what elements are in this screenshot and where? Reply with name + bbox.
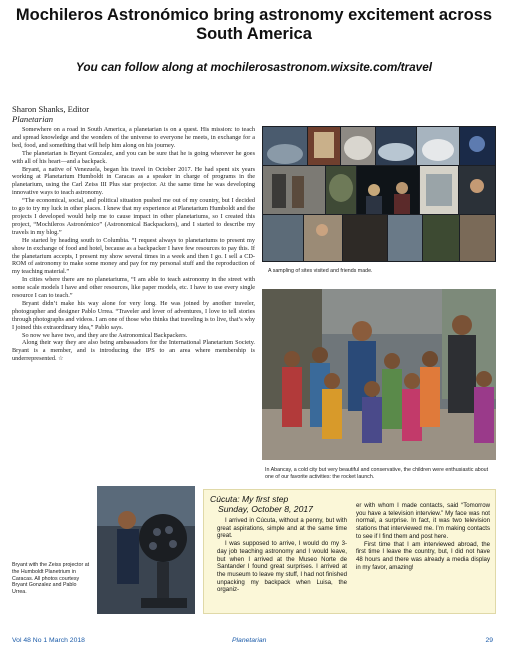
article-subhead: You can follow along at mochilerosastronom.wixsite.com/travel xyxy=(75,60,433,74)
collage-graphic xyxy=(262,126,496,262)
page-number: 29 xyxy=(485,637,493,644)
article-body xyxy=(12,126,255,363)
article-paragraph: So now we have two, and they are the Astronomical Backpackers. xyxy=(22,331,188,339)
article-paragraph: In cities where there are no planetariums, “I am able to teach astronomy in the street with some scale models I have and other resources, like paper models, etc. I have to use every single resource I can to teach.” xyxy=(12,276,255,300)
children-rocket-photo xyxy=(262,289,496,460)
end-mark-star-icon: ☆ xyxy=(58,355,64,363)
zeiss-caption: Bryant with the Zeiss projector at the Humboldt Planetrium in Caracas. All photos courtesy Bryant Gonzalez and Pablo Urrea. xyxy=(12,562,90,596)
zeiss-projector-photo xyxy=(97,486,195,614)
sidebar-paragraph: First time that I am interviewed abroad, the first time I leave the country, but, I did not have 48 hours and there was already a media display in my favor, amazing! xyxy=(356,540,490,571)
sidebar-box xyxy=(203,489,496,614)
article-paragraph: He started by heading south to Columbia. “I request always to planetariums to present my show in exchange of food and hotel, because as a backpacker I have few resources to pay this. If the planetarium accepts, I present my show several times in a week and then I go. I sell a CD-ROM of astronomy to make some money and pay for my personal stuff and the reproduction of my teaching material.” xyxy=(12,236,255,276)
article-paragraph: Bryant, a native of Venezuela, began his travel in October 2017. He had spent six years working at Planetarium Humboldt in Caracas as a speaker in charge of programs in the planetarium, using the Carl Zeiss III Plus star projector. At the same time he was developing innovative ways to teach astronomy. xyxy=(12,165,255,197)
article-paragraph: The planetarian is Bryant Gonzalez, and you can be sure that he is going wherever he goes with all of his heart—and a backpack. xyxy=(12,149,255,165)
footer-issue: Vol 48 No 1 March 2018 xyxy=(12,637,85,644)
article-headline: Mochileros Astronómico bring astronomy excitement across South America xyxy=(15,6,493,43)
sidebar-paragraph: er with whom I made contacts, said “Tomorrow you have a television interview.” My face was not normal, a surprise. In fact, it was two television stations that interviewed me. I’m making contacts to see if I find them and post here. xyxy=(356,502,490,540)
sidebar-paragraph: I arrived in Cúcuta, without a penny, but with great aspirations, simple and at the same time great. xyxy=(217,517,347,540)
footer-publication: Planetarian xyxy=(232,637,267,644)
author-org: Planetarian xyxy=(12,114,54,124)
sidebar-date: Sunday, October 8, 2017 xyxy=(218,504,313,514)
children-photo-graphic xyxy=(262,289,496,460)
article-paragraph: Bryant didn’t make his way alone for very long. He was joined by another traveler, photographer and designer Pablo Urrea. “Traveler and lover of adventures, I love to tell stories through photographs and videos. I am one of those who thinks that traveling is to live, that’s why I joined this extraordinary idea,” Pablo says. xyxy=(12,299,255,331)
article-paragraph-text: Along their way they are also being ambassadors for the International Planetarium Society. Bryant is a member, and is introducing the IPS to an area where membership is underrepresented. xyxy=(12,339,255,363)
sidebar-title: Cúcuta: My first step xyxy=(210,494,289,504)
author-name: Sharon Shanks, Editor xyxy=(12,104,90,114)
children-caption: In Abancay, a cold city but very beautiful and conservative, the children were enthusiastic about one of our favorite activities: the rocket launch. xyxy=(265,467,489,480)
photo-collage xyxy=(262,126,496,262)
article-paragraph xyxy=(12,339,255,363)
article-paragraph: “The economical, social, and political situation pushed me out of my country, but I decided to go to try my luck in other places. I knew that my experience at Planetarium Humboldt and the projects I developed would help me to cause impact in other planetariums, so I created this project, “Mochileros Astronómico” (Astronomical Backpackers), and I started to describe my travels in my blog.” xyxy=(12,197,255,236)
sidebar-paragraph: I was supposed to arrive, I would do my 3-day job teaching astronomy and I would leave, but when I arrived at the Museo Norte de Santander I found great surprises. I arrived at the museum to leave my stuff, I had not finished unpacking my backpack when Luisa, the organiz- xyxy=(217,540,347,594)
byline xyxy=(12,104,89,124)
sidebar-left-column xyxy=(217,517,347,594)
collage-caption: A sampling of sites visited and friends made. xyxy=(268,268,373,274)
zeiss-photo-graphic xyxy=(97,486,195,614)
article-paragraph: Somewhere on a road in South America, a planetarian is on a quest. His mission: to teach and spread knowledge and the wonders of the universe to everyone he meets, in exchange for a bed, food, and something that will help him along on his journey. xyxy=(12,126,255,149)
sidebar-right-column xyxy=(356,502,490,571)
